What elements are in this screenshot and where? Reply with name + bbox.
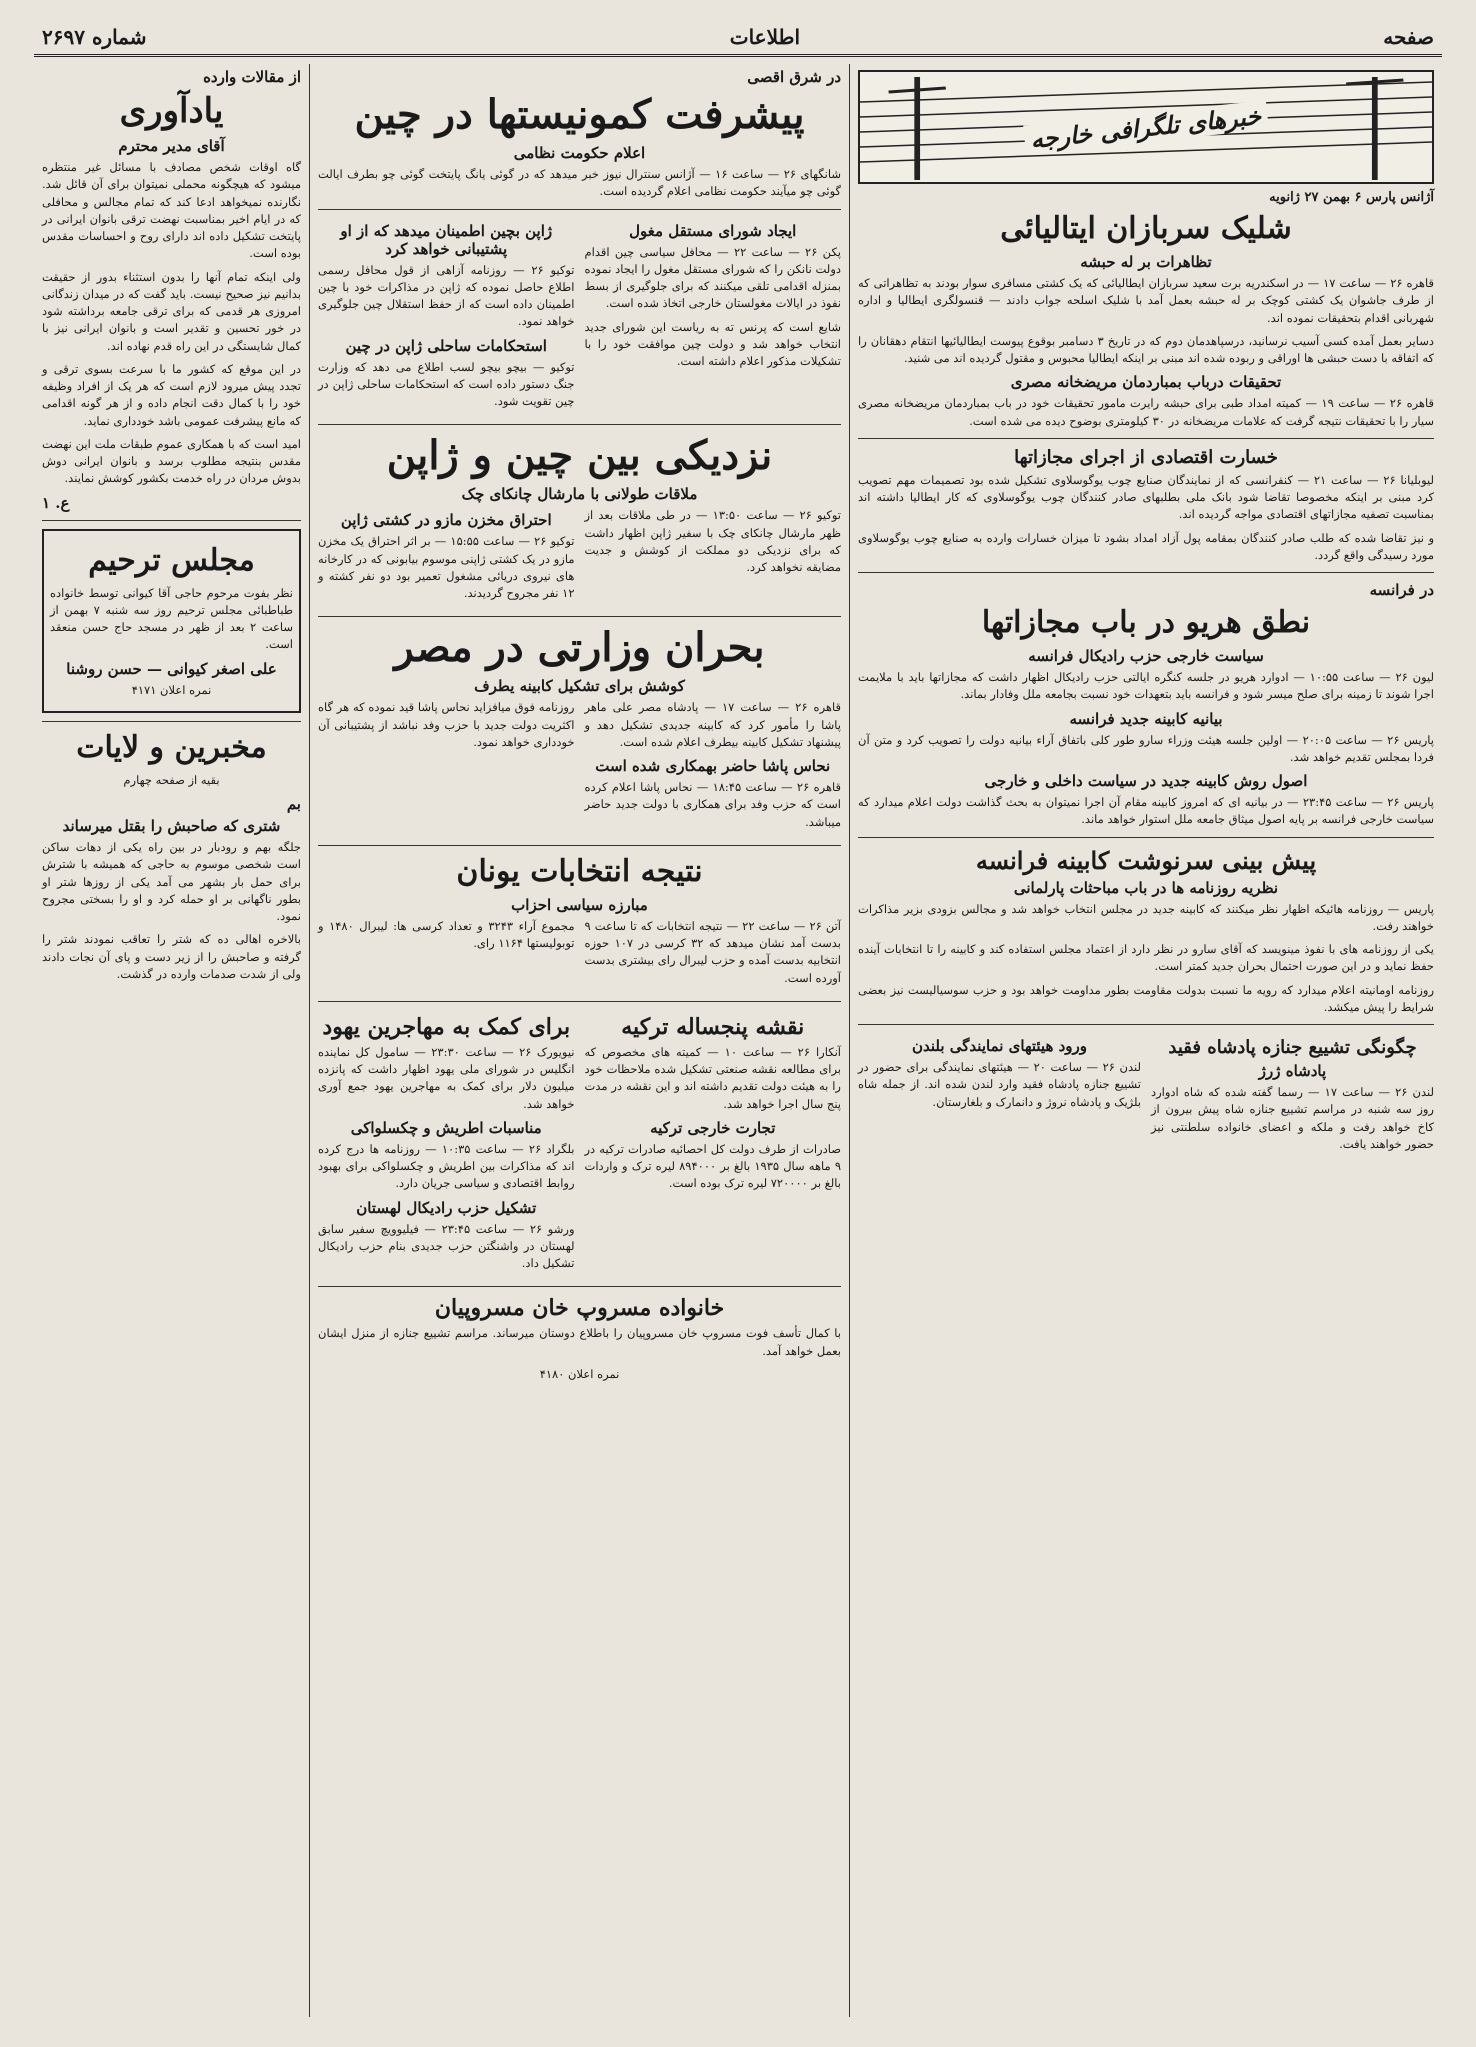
subhead-ethiopia-demonstration: تظاهرات بر له حبشه	[1080, 253, 1212, 271]
continued-note: بقیه از صفحه چهارم	[123, 772, 220, 787]
agency-dateline: آژانس پارس ۶ بهمن ۲۷ ژانویه	[1269, 190, 1434, 205]
foreign-news-banner	[858, 70, 1434, 184]
article-paragraph: نظر بفوت مرحوم حاجی آقا کیوانی توسط خانواده طباطبائی مجلس ترحیم روز سه شنبه ۷ بهمن از ساعت ۲ بعد از ظهر در مسجد حاج حسن منعقد است.	[50, 585, 293, 652]
subhead-radical-party: سیاست خارجی حزب رادیکال فرانسه	[1028, 647, 1264, 665]
article-paragraph: قاهره ۲۶ — ساعت ۱۸:۴۵ — نحاس پاشا اعلام کرده است که حزب وفد برای همکاری با دولت جدید حاضر میباشد.	[584, 780, 842, 829]
article-paragraph: قاهره ۲۶ — ساعت ۱۷ — پادشاه مصر علی ماهر پاشا را مأمور کرد که کابینه جدیدی تشکیل دهد و پیشنهاد تشکیل کابینه بیطرف اعلام شده است.	[584, 700, 841, 749]
headline-china-japan-rapprochement: نزدیکی بین چین و ژاپن	[386, 432, 773, 480]
ad-number: نمره اعلان ۴۱۸۰	[539, 1366, 620, 1381]
two-column-block	[318, 1010, 841, 1279]
article-paragraph: شایع است که پرنس ته به ریاست این شورای جدید انتخاب خواهد شد و دولت چین موافقت خود را با تشکیلات مذکور اعلام داشته است.	[584, 319, 841, 368]
masthead	[34, 20, 1442, 57]
divider	[858, 837, 1434, 838]
kicker-far-east: در شرق اقصی	[747, 68, 841, 86]
headline-italian-soldiers: شلیک سربازان ایتالیائی	[1000, 211, 1292, 246]
divider	[858, 1024, 1434, 1025]
letters-column	[34, 64, 309, 2017]
headline-nahas: نحاس پاشا حاضر بهمکاری شده است	[595, 757, 831, 775]
article-paragraph: پاریس ۲۶ — ساعت ۲۰:۰۵ — اولین جلسه هیئت وزراء سارو طور کلی باتفاق آراء بیانیه دولت را تصویب کرد و متن آن فردا بمجلس تقدیم خواهد شد.	[858, 732, 1435, 764]
divider	[318, 424, 841, 425]
memorial-names: علی اصغر کیوانی — حسن روشنا	[66, 659, 277, 678]
headline-funeral: چگونگی تشییع جنازه پادشاه فقید	[1168, 1037, 1417, 1058]
divider	[42, 520, 301, 521]
divider	[42, 721, 301, 722]
article-paragraph: روزنامه اومانیته اعلام میدارد که رویه ما نسبت بدولت مقاومت بطور مداومت خواهد بود و حزب سوسیالیست نیز بعضی شرایط را پیش میکشد.	[858, 982, 1434, 1014]
divider	[318, 1286, 841, 1287]
article-paragraph: لندن ۲۶ — ساعت ۱۷ — رسما گفته شده که شاه ادوارد روز سه شنبه در مراسم تشییع جنازه شاه پیش بیرون از کاخ خواهد رفت و ملکه و اعضای خانواده سلطنتی نیز حضور خواهند یافت.	[1151, 1085, 1434, 1151]
subhead-party-struggle: مبارزه سیاسی احزاب	[511, 895, 648, 914]
divider	[318, 1001, 841, 1002]
article-paragraph: آنکارا ۲۶ — ساعت ۱۰ — کمیته های مخصوص که برای مطالعه نقشه صنعتی تشکیل شده ملاحظات خود را به هیئت دولت تقدیم داشته اند و این نقشه در مدت پنج سال اجرا خواهد شد.	[584, 1044, 841, 1111]
divider	[318, 209, 841, 210]
two-column-block	[318, 699, 841, 837]
kicker-bam: بم	[286, 795, 301, 814]
article-paragraph: توکیو ۲۶ — روزنامه آزاهی از قول محافل رسمی اطلاع حاصل نموده که ژاپن در مذاکرات خود با چین اطمینان داده است که از حفظ استقلال چین جلوگیری خواهد نمود.	[318, 262, 575, 329]
divider	[318, 845, 841, 846]
headline-economic-loss: خسارت اقتصادی از اجرای مجازاتها	[1014, 446, 1278, 468]
subhead-neutral-cabinet: کوشش برای تشکیل کابینه یطرف	[474, 677, 685, 696]
memorial-notice	[42, 529, 301, 713]
article-paragraph: گاه اوقات شخص مصادف با مسائل غیر منتظره میشود که هیچگونه محملی نمیتوان برای آن قائل شد. نگارنده نمیخواهد ادعا کند که تمام مجالس و محافلی که در ایام اخیر بمناسبت نهضت ترقی بانوان ایرانی در پایتخت تشکیل داده اند دارای روح و احساسات مقدس بوده است.	[42, 160, 301, 261]
letter-signature: ع. ۱	[42, 493, 70, 512]
ad-number: نمره اعلان ۴۱۷۱	[131, 682, 212, 697]
kicker-letters: از مقالات وارده	[203, 68, 301, 86]
headline-ship-fire: احتراق مخزن مازو در کشتی ژاپن	[340, 511, 552, 530]
article-paragraph: لندن ۲۶ — ساعت ۲۰ — هیئتهای نمایندگی برای حضور در تشییع جنازه پادشاه فقید وارد لندن شده اند. از جمله شاه بلژیک و پادشاه نروژ و دانمارک و بلغارستان.	[858, 1060, 1142, 1109]
headline-communists-china: پیشرفت کمونیستها در چین	[354, 91, 805, 138]
issue-number: شماره ۲۶۹۷	[42, 25, 147, 49]
article-paragraph: توکیو — بیچو بیچو لسب اطلاع می دهد که وزارت جنگ دستور داده است که استحکامات ساحلی ژاپن در چین تقویت شود.	[318, 359, 575, 408]
article-paragraph: شانگهای ۲۶ — ساعت ۱۶ — آژانس سنترال نیوز خبر میدهد که در گوئی یانگ پایتخت گوئی چو بطرف ایالت گوئی چو میآیند حکومت نظامی اعلام گردیده است.	[318, 167, 842, 199]
article-paragraph: پاریس ۲۶ — ساعت ۲۳:۴۵ — در بیانیه ای که امروز کابینه مقام آن اجرا نمیتوان به بحث گذاشت دولت اعلام میدارد که سیاست خارجی فرانسه بر پایه اصول میثاق جامعه ملل استوار خواهد ماند.	[858, 795, 1434, 827]
headline-memorial: مجلس ترحیم	[88, 542, 255, 578]
headline-jewish-immigrants: برای کمک به مهاجرین یهود	[322, 1013, 571, 1040]
article-paragraph: امید است که با همکاری عموم طبقات ملت این نهضت مقدس بنتیجه مطلوب برسد و بانوان ایرانی دوش بدوش مردان در راه خدمت بکشور کوشش نمایند.	[42, 436, 301, 486]
headline-austria-czech: مناسبات اطریش و چکسلواکی	[350, 1118, 542, 1137]
banner-title: خبرهای تلگرافی خارجه	[1023, 100, 1268, 154]
subhead-martial-law: اعلام حکومت نظامی	[513, 144, 646, 162]
divider	[858, 572, 1434, 573]
article-paragraph: و نیز تقاضا شده که طلب صادر کنندگان بمقامه پول آزاد امداد بشود تا میزان خسارات وارده به صنایع چوب یوگوسلاوی مورد رسیدگی واقع گردد.	[858, 530, 1434, 562]
article-paragraph: دسایر بعمل آمده کسی آسیب نرسانید، درسپاهدمان دوم که در تاریخ ۳ دسامبر بوقوع پیوست ایطالیائیها انتقام دهقانان را که اتفاقه با دست حبشی ها اوراقی و ربوده شده اند مبنی بر اینکه ایطالیا محبوس و مقتول گردیده اند می شنید.	[858, 333, 1434, 365]
two-column-block	[858, 1033, 1434, 1159]
article-paragraph: قاهره ۲۶ — ساعت ۱۷ — در اسکندریه برت سعید سربازان ایطالیائی که یک کشتی مسافری سوار بودند به تظاهراتی که از طرف جاشوان یک کشتی کوچک بر له حبشه بعمل آمد با شلیک اسلحه جواب دادند — قنسولگری ایطالیا و اداره شهربانی اقدام بتحقیقات نموده اند.	[858, 276, 1434, 325]
headline-provinces: مخبرین و لایات	[76, 729, 267, 765]
divider	[318, 616, 841, 617]
article-paragraph: لیون ۲۶ — ساعت ۱۰:۵۵ — ادوارد هریو در جلسه کنگره ایالتی حزب رادیکال اظهار داشت که مجازاتها باید با ملایمت اجرا شوند تا زمینه برای صلح میسر شود و فرانسه باید بتعهدات خود نسبت بجامعه ملل وفادار بماند.	[858, 670, 1434, 702]
headline-reminder: یادآوری	[119, 91, 224, 131]
paper-name: اطلاعات	[729, 25, 801, 49]
subhead-cabinet-statement: بیانیه کابینه جدید فرانسه	[1069, 709, 1223, 728]
subhead-chiang-meeting: ملاقات طولانی با مارشال چانکای چک	[461, 485, 698, 504]
headline-polish-radical: تشکیل حزب رادیکال لهستان	[356, 1198, 537, 1217]
article-paragraph: ورشو ۲۶ — ساعت ۲۳:۴۵ — فیلیوویچ سفیر سابق لهستان در واشنگتن حزب جدیدی بنام حزب رادیکال تشکیل داد.	[318, 1221, 575, 1270]
two-column-block	[318, 218, 841, 417]
subhead-king-george: پادشاه ژرژ	[1258, 1062, 1327, 1080]
columns	[34, 64, 1442, 2017]
headline-camel: شتری که صاحبش را بقتل میرساند	[62, 817, 281, 836]
headline-cabinet-forecast: پیش بینی سرنوشت کابینه فرانسه	[975, 845, 1317, 875]
article-paragraph: لیوبلیانا ۲۶ — ساعت ۲۱ — کنفرانسی که از نمایندگان صنایع چوب یوگوسلاوی تشکیل شده بود تصمیمات مهم تصویب کرد مبنی بر اینکه مخصوصا تقاضا شود بانک ملی بطلبهای صادر کنندگان چوب یوگوسلاوی که کار ایطالیا داشته اند بمناسبت تصفیه مجازاتهای اقتصادی مواجه گردیده اند.	[858, 472, 1435, 522]
headline-delegations: ورود هیئتهای نمایندگی بلندن	[912, 1037, 1087, 1055]
subhead-press-opinions: نظریه روزنامه ها در باب مباحثات پارلمانی	[1013, 878, 1279, 897]
headline-egypt-crisis: بحران وزارتی در مصر	[394, 624, 765, 672]
headline-mongol-council: ایجاد شورای مستقل مغول	[629, 221, 797, 240]
headline-family-notice: خانواده مسروپ خان مسروپیان	[434, 1295, 725, 1322]
headline-greece-elections: نتیجه انتخابات یونان	[456, 853, 703, 889]
article-paragraph: در این موقع که کشور ما با سرعت بسوی ترقی و تجدد پیش میرود لازم است که هر یک از افراد وظیفه خود را با کمال دقت انجام داده و از هر گونه اقدامی که مانع پیشرفت عمومی باشد خودداری نماید.	[42, 361, 301, 428]
two-column-block	[318, 507, 841, 608]
subhead-cabinet-principles: اصول روش کابینه جدید در سیاست داخلی و خارجی	[984, 772, 1308, 790]
article-paragraph: قاهره ۲۶ — ساعت ۱۹ — کمیته امداد طبی برای حبشه رایرت مامور تحقیقات خود در باب بمباردمان مریضخانه مصری سیار را با تحقیقات نتیجه گرفت که علامات مریضخانه در ۳۰ کیلومتری بوضوح دیده می شده است.	[858, 396, 1434, 428]
article-paragraph: صادرات از طرف دولت کل احصائیه صادرات ترکیه در ۹ ماهه سال ۱۹۳۵ بالغ بر ۸۹۴۰۰۰ لیره ترک و واردات بالغ بر ۷۲۰۰۰۰ لیره ترک بوده است.	[584, 1141, 841, 1191]
article-paragraph: مجموع آراء ۳۲۴۳ و تعداد کرسی ها: لیبرال ۱۴۸۰ و توبولیستها ۱۱۶۴ رای.	[318, 918, 575, 950]
headline-turkey-trade: تجارت خارجی ترکیه	[650, 1118, 776, 1137]
article-paragraph: یکی از روزنامه های با نفوذ مینویسد که آقای سارو در نظر دارد از اعتماد مجلس استفاده کند و کابینه را تا انتخابات آینده حفظ نماید و در این صورت احتمال بحران جدید کمتر است.	[858, 942, 1434, 974]
article-paragraph: توکیو ۲۶ — ساعت ۱۵:۵۵ — بر اثر احتراق یک مخزن مازو در یک کشتی ژاپنی موسوم بیابونی که در کارخانه های نیروی دریائی مشغول تعمیر بود دو نفر کشته و ۱۲ نفر مجروح گردیدند.	[318, 534, 575, 600]
article-paragraph: نیویورک ۲۶ — ساعت ۲۳:۳۰ — سامول کل نماینده انگلیس در شورای ملی یهود اظهار داشت که پانزده میلیون دلار برای کمک به مهاجرین یهود جمع آوری خواهد شد.	[318, 1044, 575, 1111]
headline-herriot-speech: نطق هریو در باب مجازاتها	[981, 605, 1311, 640]
headline-turkey-plan: نقشه پنجساله ترکیه	[621, 1013, 805, 1040]
two-column-block	[318, 918, 841, 993]
article-paragraph: با کمال تأسف فوت مسروپ خان مسروپیان را باطلاع دوستان میرساند. مراسم تشییع جنازه از منزل ایشان بعمل خواهد آمد.	[318, 1326, 841, 1358]
salutation: آقای مدیر محترم	[118, 137, 225, 156]
foreign-news-column	[849, 64, 1442, 2017]
article-paragraph: توکیو ۲۶ — ساعت ۱۳:۵۰ — در طی ملاقات بعد از ظهر مارشال چانکای چک با سفیر ژاپن اظهار داشت که برای نزدیکی دو مملکت از کوشش و جدیت مضایقه نخواهد کرد.	[584, 508, 841, 574]
article-paragraph: آتن ۲۶ — ساعت ۲۲ — نتیجه انتخابات که تا ساعت ۹ بدست آمد نشان میدهد که ۳۲ کرسی در ۱۰۷ حوزه انتخابیه بدست آمده و حزب لیبرال رای بیشتری بدست آورده است.	[584, 918, 842, 985]
page-label: صفحه	[1383, 25, 1434, 49]
kicker-france: در فرانسه	[1369, 581, 1434, 599]
article-paragraph: جلگه بهم و رودبار در بین راه یکی از دهات ساکن است شخصی موسوم به حاجی که همیشه با شترش برای حمل بار بشهر می آمد یکی از روزها شتر او بطور ناگهانی بر او حمله کرد و او را بسختی مجروح نمود.	[42, 840, 301, 924]
divider	[858, 438, 1434, 439]
headline-coastal-forts: استحکامات ساحلی ژاپن در چین	[345, 336, 547, 355]
article-paragraph: بالاخره اهالی ده که شتر را تعاقب نمودند شتر را گرفته و صاحبش را از زیر دست و پای آن نجات دادند ولی از شدت صدمات وارده در گذشت.	[42, 932, 301, 981]
article-paragraph: بلگراد ۲۶ — ساعت ۱۰:۳۵ — روزنامه ها درج کرده اند که مذاکرات بین اطریش و چکسلواکی برای بهبود روابط اقتصادی و سیاسی جریان دارد.	[318, 1141, 575, 1191]
far-east-column	[309, 64, 849, 2017]
article-paragraph: ولی اینکه تمام آنها را بدون استثناء بدور از حقیقت بدانیم نیز صحیح نیست. باید گفت که در میدان زندگانی امروزی هر قدمی که برای ترقی جامعه برداشته شود در خور تحسین و تقدیر است و بانوان ایرانی نیز با کمال شایستگی در این راه قدم نهاده اند.	[42, 269, 301, 353]
article-paragraph: روزنامه فوق میافزاید نحاس پاشا قید نموده که هر گاه اکثریت دولت جدید با حزب وفد نباشد از پشتیبانی آن خودداری خواهد نمود.	[318, 700, 575, 749]
headline-japan-assurance: ژاپن بچین اطمینان میدهد که از او پشتیبانی خواهد کرد	[340, 221, 553, 258]
article-paragraph: پاریس — روزنامه هائیکه اظهار نظر میکنند که کابینه جدید در مجلس انتخاب خواهد شد و مجالس بزودی بزیر مذاکرات خواهند رفت.	[858, 901, 1434, 933]
article-paragraph: پکن ۲۶ — ساعت ۲۲ — محافل سیاسی چین اقدام دولت نانکن را که شورای مستقل مغول را ایجاد نموده بمنزله اقدامی تلقی میکنند که برای جلوگیری از بسط نفوذ در ایالات مغولستان خارجی اتخاذ شده است.	[584, 244, 841, 311]
subhead-hospital-bombing: تحقیقات درباب بمباردمان مریضخانه مصری	[1010, 373, 1282, 392]
